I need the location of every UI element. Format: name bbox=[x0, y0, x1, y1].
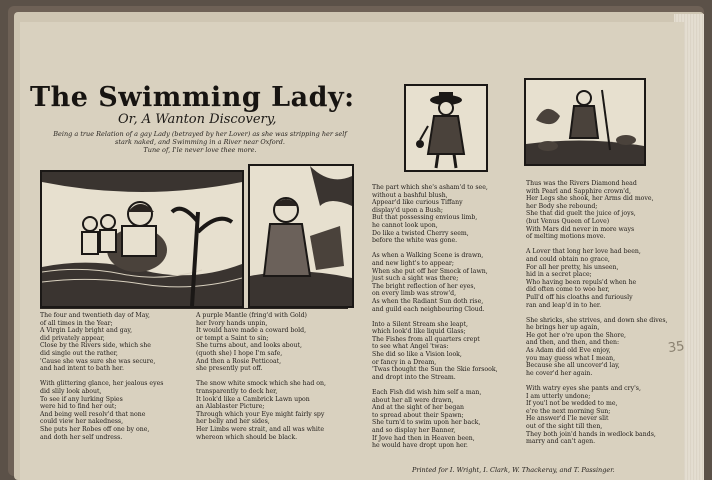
verse-column-3: The part which she's asham'd to see, without a bashful blush, Appear'd like curious Tiffany display'd upon a Bush; But that possessing envious limb, he cannot look upon, Do like a twisted Cherry seem, before the white was gone. As when a Walking Scene is drawn, and new light's to appear; When she put off her Smock of lawn, just such a sight was there; The bright reflection of her eyes, on every limb was strow'd, As when the Radiant Sun doth rise, and guild each neighbouring Cloud. Into a Silent Stream she leapt, which look'd like liquid Glass; The Fishes from all quarters crept to see what Angel 'twas: She did so like a Vision look, or fancy in a Dream, 'Twas thought the Sun the Skie forsook, and dropt into the Stream. Each Fish did wish him self a man, about her all were drawn, And at the sight of her began to spread about their Spawn; She turn'd to swim upon her back, and so display her Banner, If Jove had then in Heaven been, he would have dropt upon her. bbox=[372, 184, 498, 450]
verse-column-4: Thus was the Rivers Diamond head with Pearl and Sapphire crown'd, Her Legs she shook, her Arms did move, her Body she rebound; She that did guelt the juice of joys, (but Venus Queen of Love) With Mars did never in more ways of melting motions move. A Lover that long her love had been, and could obtain no grace, For all her pretty, his unseen, hid in a secret place; Who having been repuls'd when he did often come to woo her, Pull'd off his cloaths and furiously ran and leap'd in to her. She shricks, she strives, and down she dives, he brings her up again, He got her o're upon the Shore, and then, and then, and then: As Adam did old Eve enjoy, you may guess what I mean, Because she all uncover'd lay, he cover'd her again. With watry eyes she pants and cry's, I am utterly undone; If you'l not be wedded to me, e're the next morning Sun; He answer'd I'le never slit out of the sight till then, They both join'd hands in wedlock bands, marry and can't agen. bbox=[526, 180, 668, 446]
woodcut-lady bbox=[248, 164, 354, 308]
ballad-title: The Swimming Lady: bbox=[30, 82, 355, 113]
description-text: Being a true Relation of a gay Lady (betrayed by her Lover) as she was stripping her self stark naked, and Swimming in a River near Oxford. bbox=[53, 130, 347, 146]
tune-line: Tune of, I'le never love thee more. bbox=[143, 146, 257, 154]
ballad-description bbox=[50, 130, 350, 154]
woodcut-gentleman-illustration bbox=[406, 86, 486, 170]
woodcut-bathers-illustration bbox=[42, 172, 242, 306]
ballad-subtitle: Or, A Wanton Discovery, bbox=[118, 112, 277, 127]
woodcut-gentleman bbox=[404, 84, 488, 172]
woodcut-shepherd-illustration bbox=[526, 80, 644, 164]
woodcut-shepherd bbox=[524, 78, 646, 166]
verse-column-2: A purple Mantle (fring'd with Gold) her Ivory hands unpin, It would have made a coward bold, or tempt a Saint to sin; She turns about, and looks about, (quoth she) I hope I'm safe, And then a Rosie Petticoat, she presently put off. The snow white smock which she had on, transparently to deck her, It look'd like a Cambrick Lawn upon an Alablaster Picture; Through which your Eye might fairly spy her belly and her sides, Her Limbs were strait, and all was white whereon which should be black. bbox=[196, 312, 326, 441]
imprint-line: Printed for I. Wright, I. Clark, W. Thackeray, and T. Passinger. bbox=[412, 466, 615, 474]
divider-rule bbox=[40, 308, 348, 309]
woodcut-lady-illustration bbox=[250, 166, 352, 306]
folio-mark: 35 bbox=[667, 338, 686, 357]
verse-column-1: The four and twentieth day of May, of all times in the Year; A Virgin Lady bright and gay, did privately appear, Close by the Rivers side, which she did single out the rather, 'Cause she was sure she was secure, and had intent to bath her. With glittering glance, her jealous eyes did slily look about, To see if any lurking Spies were hid to find her out; And being well resolv'd that none could view her nakedness, She puts her Robes off one by one, and doth her self undress. bbox=[40, 312, 164, 441]
woodcut-bathers bbox=[40, 170, 244, 308]
